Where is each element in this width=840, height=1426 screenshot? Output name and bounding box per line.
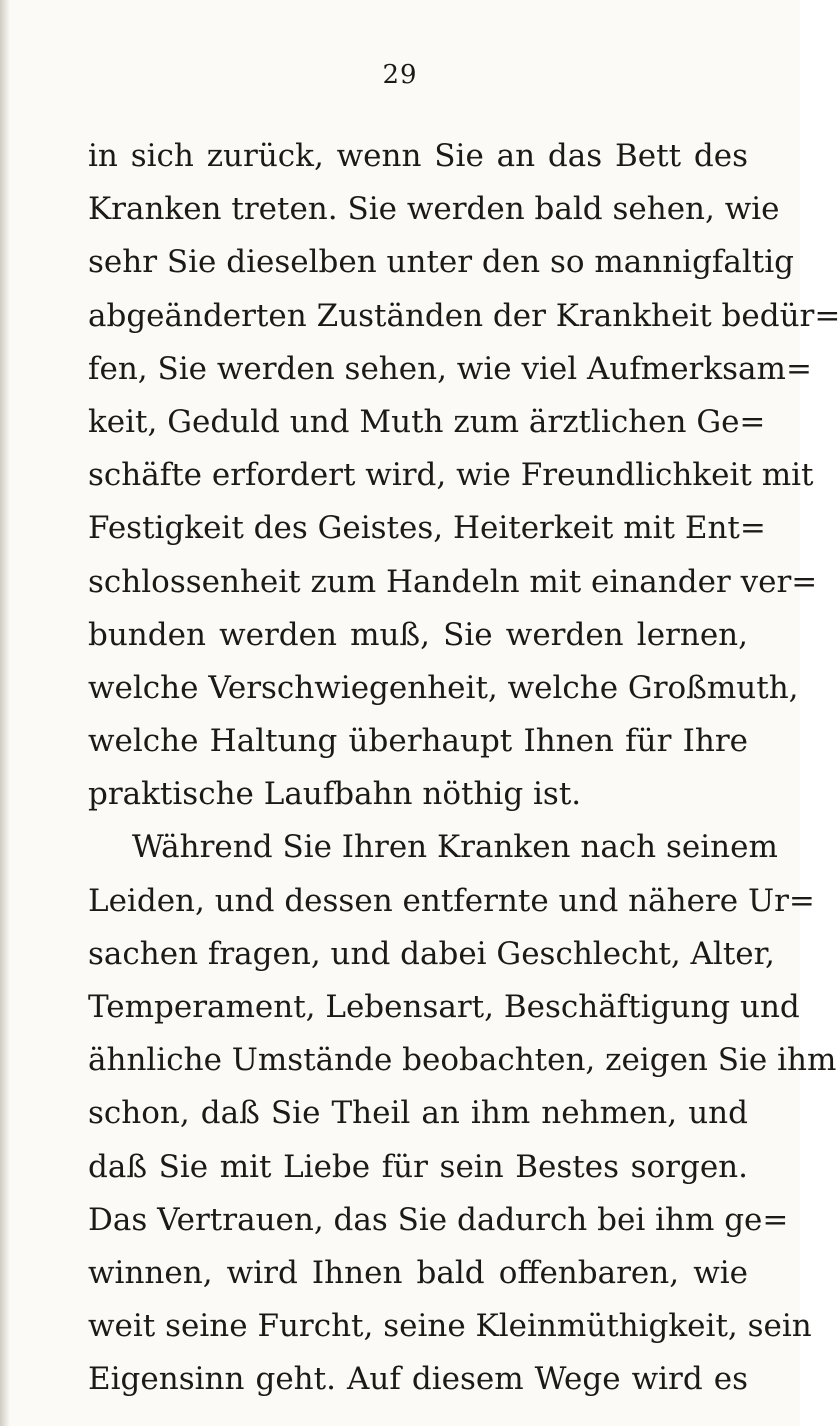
text-line: Festigkeit des Geistes, Heiterkeit mit Ent=: [88, 510, 766, 547]
page-number: 29: [382, 60, 418, 90]
text-line: abgeänderten Zuständen der Krankheit bedür=: [88, 297, 840, 334]
text-line: weit seine Furcht, seine Kleinmüthigkeit, sein: [88, 1308, 812, 1345]
text-line: schäfte erfordert wird, wie Freundlichkeit mit: [88, 457, 814, 494]
text-line: Das Vertrauen, das Sie dadurch bei ihm ge=: [88, 1201, 789, 1238]
text-line: ähnliche Umstände beobachten, zeigen Sie ihm: [88, 1042, 837, 1079]
text-line: schon, daß Sie Theil an ihm nehmen, und: [88, 1095, 748, 1132]
text-line: praktische Laufbahn nöthig ist.: [88, 776, 582, 813]
text-line: winnen, wird Ihnen bald offenbaren, wie: [88, 1254, 748, 1291]
text-line: schlossenheit zum Handeln mit einander ver=: [88, 563, 818, 600]
text-line: fen, Sie werden sehen, wie viel Aufmerksam=: [88, 350, 812, 387]
text-line: welche Haltung überhaupt Ihnen für Ihre: [88, 723, 748, 760]
text-line: sehr Sie dieselben unter den so mannigfaltig: [88, 244, 795, 281]
text-line: in sich zurück, wenn Sie an das Bett des: [88, 138, 748, 174]
text-line: Temperament, Lebensart, Beschäftigung und: [88, 989, 800, 1025]
text-line: bunden werden muß, Sie werden lernen,: [88, 616, 748, 653]
page-edge-shadow: [0, 0, 10, 1426]
text-line: Eigensinn geht. Auf diesem Wege wird es: [88, 1361, 748, 1398]
body-text: [88, 130, 840, 1407]
text-line: Leiden, und dessen entfernte und nähere Ur=: [88, 882, 815, 919]
text-line: sachen fragen, und dabei Geschlecht, Alter,: [88, 935, 775, 972]
text-line: Während Sie Ihren Kranken nach seinem: [132, 829, 778, 866]
text-line: keit, Geduld und Muth zum ärztlichen Ge=: [88, 403, 766, 440]
text-line: daß Sie mit Liebe für sein Bestes sorgen.: [88, 1148, 748, 1185]
text-line: Kranken treten. Sie werden bald sehen, wie: [88, 191, 780, 228]
text-line: welche Verschwiegenheit, welche Großmuth,: [88, 669, 799, 706]
